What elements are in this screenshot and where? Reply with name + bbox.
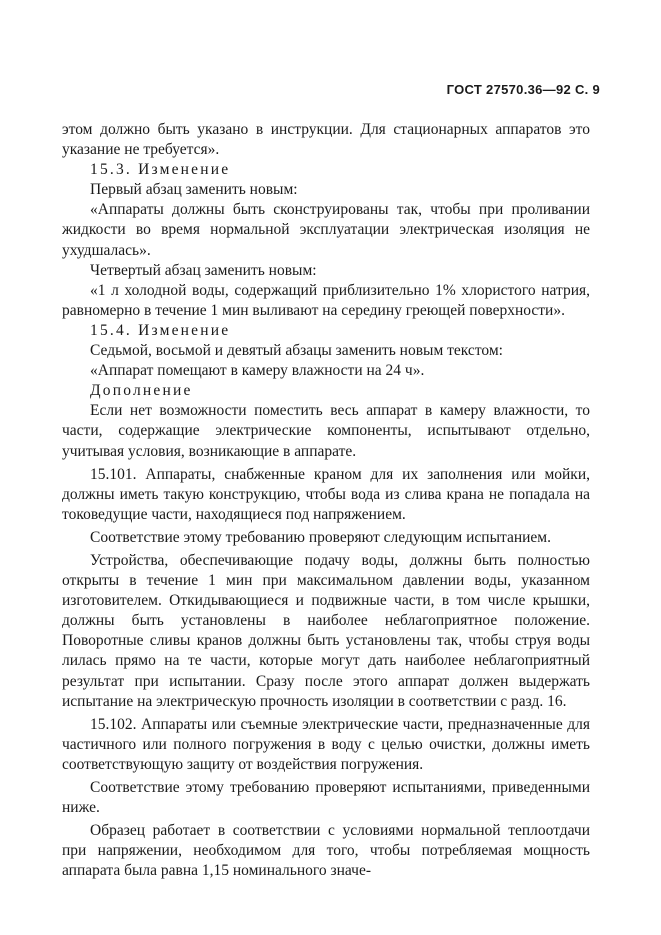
- paragraph-continuation: этом должно быть указано в инструкции. Для стационарных аппаратов это указание не требуется».: [62, 121, 590, 159]
- section-heading-15-4: 15.4. Изменение: [90, 321, 231, 339]
- paragraph: Седьмой, восьмой и девятый абзацы заменить новым текстом:: [90, 342, 503, 360]
- paragraph: Соответствие этому требованию проверяют испытаниями, приведенными ниже.: [62, 779, 590, 817]
- clause-15-101: 15.101. Аппараты, снабженные краном для их заполнения или мойки, должны иметь такую конструкцию, чтобы вода из слива крана не попадала на токоведущие части, находящиеся под напряжением.: [62, 465, 590, 523]
- paragraph: «1 л холодной воды, содержащий приблизительно 1% хлористого натрия, равномерно в течение 1 мин выливают на середину греющей поверхности».: [62, 281, 590, 319]
- addition-heading: Дополнение: [90, 382, 193, 400]
- clause-15-102: 15.102. Аппараты или съемные электрические части, предназначенные для частичного или полного погружения в воду с целью очистки, должны иметь соответствующую защиту от воздействия погружения.: [62, 715, 590, 773]
- paragraph: Четвертый абзац заменить новым:: [90, 261, 317, 279]
- paragraph: Образец работает в соответствии с условиями нормальной теплоотдачи при напряжении, необходимом для того, чтобы потребляемая мощность аппарата была равна 1,15 номинального значе-: [62, 822, 590, 880]
- paragraph: Если нет возможности поместить весь аппарат в камеру влажности, то части, содержащие электрические компоненты, испытывают отдельно, учитывая условия, возникающие в аппарате.: [62, 402, 590, 460]
- section-heading-15-3: 15.3. Изменение: [90, 161, 231, 179]
- paragraph: Первый абзац заменить новым:: [90, 181, 298, 199]
- page-header: ГОСТ 27570.36—92 С. 9: [446, 82, 600, 97]
- paragraph: Устройства, обеспечивающие подачу воды, должны быть полностью открыты в течение 1 мин при максимальном давлении воды, указанном изготовителем. Откидывающиеся и подвижные части, в том числе крышки, должны быть установлены в наиболее неблагоприятное положение. Поворотные сливы кранов должны быть установлены так, чтобы струя воды лилась прямо на те части, которые могут дать наиболее неблагоприятный результат при испытании. Сразу после этого аппарат должен выдержать испытание на электрическую прочность изоляции в соответствии с разд. 16.: [62, 551, 590, 710]
- document-body: [62, 120, 590, 881]
- paragraph: Соответствие этому требованию проверяют следующим испытанием.: [90, 528, 551, 546]
- paragraph: «Аппараты должны быть сконструированы так, чтобы при проливании жидкости во время нормальной эксплуатации электрическая изоляция не ухудшалась».: [62, 201, 590, 259]
- paragraph: «Аппарат помещают в камеру влажности на 24 ч».: [90, 362, 425, 380]
